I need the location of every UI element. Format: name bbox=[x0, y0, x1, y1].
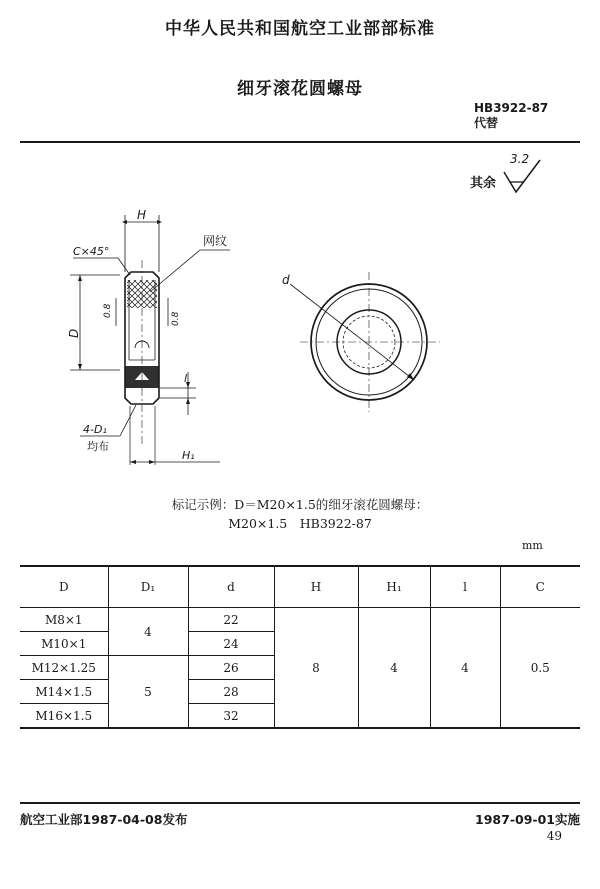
dimension-table bbox=[20, 565, 580, 729]
col-header-D: D bbox=[20, 566, 108, 608]
table-header-row bbox=[20, 566, 580, 608]
effective-date: 1987-09-01实施 bbox=[475, 812, 580, 827]
side-view bbox=[67, 208, 230, 465]
cell-d: 32 bbox=[188, 704, 274, 729]
label-chamfer: C×45° bbox=[73, 245, 110, 258]
marking-example-line1: 标记示例：D＝M20×1.5的细牙滚花圆螺母： bbox=[171, 497, 429, 512]
technical-drawing bbox=[0, 200, 600, 470]
header-rule bbox=[20, 141, 580, 143]
unit-label: mm bbox=[522, 539, 543, 552]
table-row bbox=[20, 608, 580, 632]
standard-number-block bbox=[474, 101, 548, 131]
label-evenly: 均布 bbox=[87, 440, 109, 453]
col-header-H: H bbox=[274, 566, 358, 608]
cell-D: M8×1 bbox=[20, 608, 108, 632]
cell-d: 24 bbox=[188, 632, 274, 656]
cell-H1: 4 bbox=[358, 608, 430, 729]
label-holes: 4-D₁ bbox=[83, 423, 107, 436]
col-header-l: l bbox=[430, 566, 500, 608]
label-l: l bbox=[184, 372, 188, 385]
standard-header-title: 中华人民共和国航空工业部部标准 bbox=[165, 19, 435, 39]
roughness-value: 3.2 bbox=[510, 152, 530, 166]
cell-D1: 5 bbox=[108, 656, 188, 729]
cell-D: M16×1.5 bbox=[20, 704, 108, 729]
label-H: H bbox=[137, 208, 147, 222]
front-view bbox=[282, 272, 440, 412]
label-roughness-b: 0.8 bbox=[171, 311, 181, 326]
issue-date: 航空工业部1987-04-08发布 bbox=[20, 812, 188, 827]
document-title: 细牙滚花圆螺母 bbox=[237, 79, 363, 99]
roughness-symbol-icon bbox=[500, 158, 550, 198]
label-knurl: 网纹 bbox=[203, 234, 228, 248]
label-D: D bbox=[67, 328, 81, 338]
cell-D: M12×1.25 bbox=[20, 656, 108, 680]
cell-D: M14×1.5 bbox=[20, 680, 108, 704]
label-d: d bbox=[282, 273, 290, 287]
cell-d: 28 bbox=[188, 680, 274, 704]
page-number: 49 bbox=[546, 829, 562, 843]
col-header-D1: D₁ bbox=[108, 566, 188, 608]
footer-rule bbox=[20, 802, 580, 804]
col-header-H1: H₁ bbox=[358, 566, 430, 608]
cell-l: 4 bbox=[430, 608, 500, 729]
cell-D1: 4 bbox=[108, 608, 188, 656]
standard-number: HB3922-87 bbox=[474, 101, 549, 115]
cell-d: 22 bbox=[188, 608, 274, 632]
cell-D: M10×1 bbox=[20, 632, 108, 656]
replaces-label: 代替 bbox=[474, 116, 499, 130]
label-H1: H₁ bbox=[182, 449, 195, 462]
cell-d: 26 bbox=[188, 656, 274, 680]
label-roughness-a: 0.8 bbox=[103, 303, 113, 318]
col-header-d: d bbox=[188, 566, 274, 608]
cell-C: 0.5 bbox=[500, 608, 580, 729]
roughness-label: 其余 bbox=[470, 176, 497, 191]
cell-H: 8 bbox=[274, 608, 358, 729]
col-header-C: C bbox=[500, 566, 580, 608]
marking-example-line2: M20×1.5 HB3922-87 bbox=[228, 516, 372, 531]
